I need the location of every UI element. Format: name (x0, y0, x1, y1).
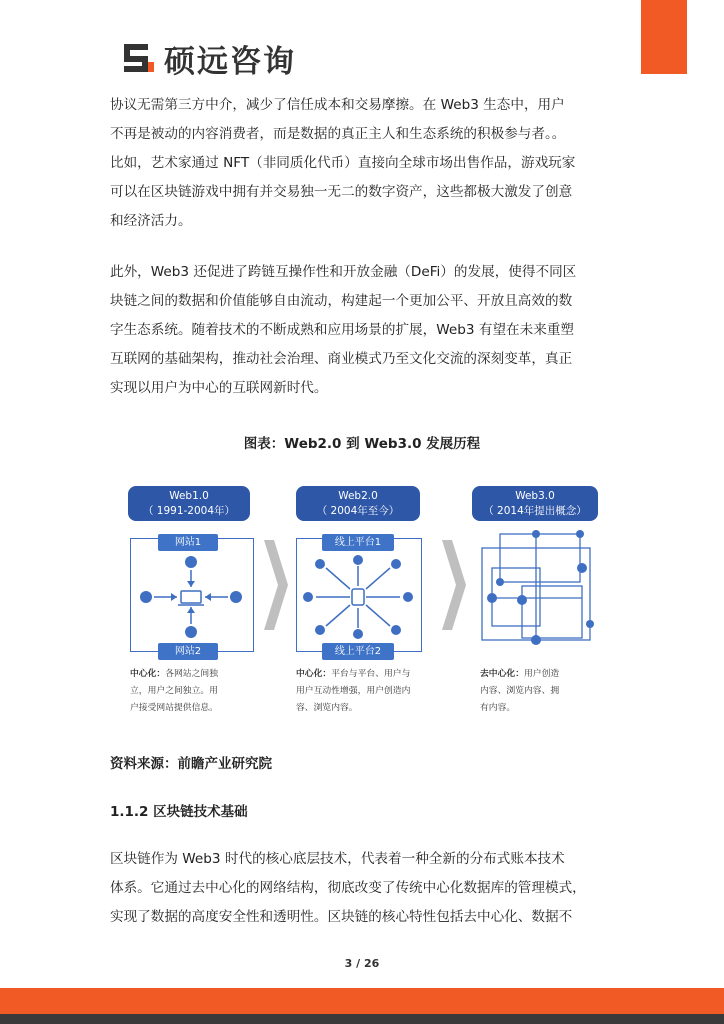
footer-dark-bar (0, 1014, 724, 1024)
web3-decentralized-network-icon (472, 528, 602, 656)
text-line: 字生态系统。随着技术的不断成熟和应用场景的扩展，Web3 有望在未来重塑 (110, 322, 575, 338)
text-line: 区块链作为 Web3 时代的核心底层技术，代表着一种全新的分布式账本技术 (110, 851, 565, 867)
platform-2-tag: 线上平台2 (322, 643, 394, 660)
panel-title-pill (296, 486, 420, 521)
chevron-right-icon (438, 540, 468, 630)
text-line: 和经济活力。 (110, 213, 192, 229)
header-accent-block (641, 0, 687, 74)
desc-line: 各网站之间独 (165, 669, 218, 679)
panel-description (480, 666, 559, 717)
text-line: 比如，艺术家通过 NFT（非同质化代币）直接向全球市场出售作品，游戏玩家 (110, 155, 576, 171)
paragraph-2 (110, 258, 618, 403)
panel-description (130, 666, 218, 717)
web2-network-icon (296, 552, 420, 642)
site-1-tag: 网站1 (158, 534, 218, 551)
panel-description (296, 666, 410, 717)
section-heading: 1.1.2 区块链技术基础 (110, 804, 248, 820)
panel-period: （ 2004年至今） (316, 505, 400, 517)
desc-label: 中心化： (296, 669, 332, 679)
text-line: 体系。它通过去中心化的网络结构，彻底改变了传统中心化数据库的管理模式， (110, 880, 586, 896)
text-line: 协议无需第三方中介，减少了信任成本和交易摩擦。在 Web3 生态中，用户 (110, 97, 565, 113)
desc-line: 容、浏览内容。 (296, 703, 358, 713)
desc-line: 内容、浏览内容、拥 (480, 686, 560, 696)
panel-title: Web2.0 (338, 490, 378, 502)
desc-label: 中心化： (130, 669, 166, 679)
paragraph-1 (110, 91, 618, 236)
figure-caption: 图表：Web2.0 到 Web3.0 发展历程 (243, 436, 481, 452)
text-line: 实现以用户为中心的互联网新时代。 (110, 380, 328, 396)
logo-mark-icon (120, 40, 156, 76)
desc-label: 去中心化： (480, 669, 524, 679)
logo-text: 硕远咨询 (164, 43, 296, 80)
text-line: 实现了数据的高度安全性和透明性。区块链的核心特性包括去中心化、数据不 (110, 909, 573, 925)
text-line: 不再是被动的内容消费者，而是数据的真正主人和生态系统的积极参与者。。 (110, 126, 566, 142)
text-line: 此外，Web3 还促进了跨链互操作性和开放金融（DeFi）的发展，使得不同区 (110, 264, 577, 280)
desc-line: 有内容。 (480, 703, 516, 713)
panel-title-pill (128, 486, 250, 521)
panel-title-pill (472, 486, 598, 521)
text-line: 互联网的基础架构，推动社会治理、商业模式乃至文化交流的深刻变革，真正 (110, 351, 573, 367)
panel-title: Web1.0 (169, 490, 209, 502)
company-logo (120, 36, 296, 80)
panel-period: （ 2014年提出概念） (483, 505, 587, 517)
platform-1-tag: 线上平台1 (322, 534, 394, 551)
desc-line: 用户创造 (524, 669, 560, 679)
paragraph-3 (110, 845, 618, 932)
text-line: 可以在区块链游戏中拥有并交易独一无二的数字资产，这些都极大激发了创意 (110, 184, 573, 200)
source-note: 资料来源：前瞻产业研究院 (110, 756, 272, 772)
panel-period: （ 1991-2004年） (142, 505, 236, 517)
desc-line: 平台与平台、用户与 (331, 669, 411, 679)
text-line: 块链之间的数据和价值能够自由流动，构建起一个更加公平、开放且高效的数 (110, 293, 573, 309)
footer-accent-bar (0, 988, 724, 1014)
web-evolution-diagram (120, 478, 610, 728)
desc-line: 立，用户之间独立。用 (130, 686, 218, 696)
web1-network-icon (130, 552, 252, 642)
site-2-tag: 网站2 (158, 643, 218, 660)
desc-line: 用户互动性增强，用户创造内 (296, 686, 411, 696)
desc-line: 户接受网站提供信息。 (130, 703, 218, 713)
chevron-right-icon (260, 540, 290, 630)
page-number: 3 / 26 (344, 957, 380, 970)
panel-title: Web3.0 (515, 490, 555, 502)
